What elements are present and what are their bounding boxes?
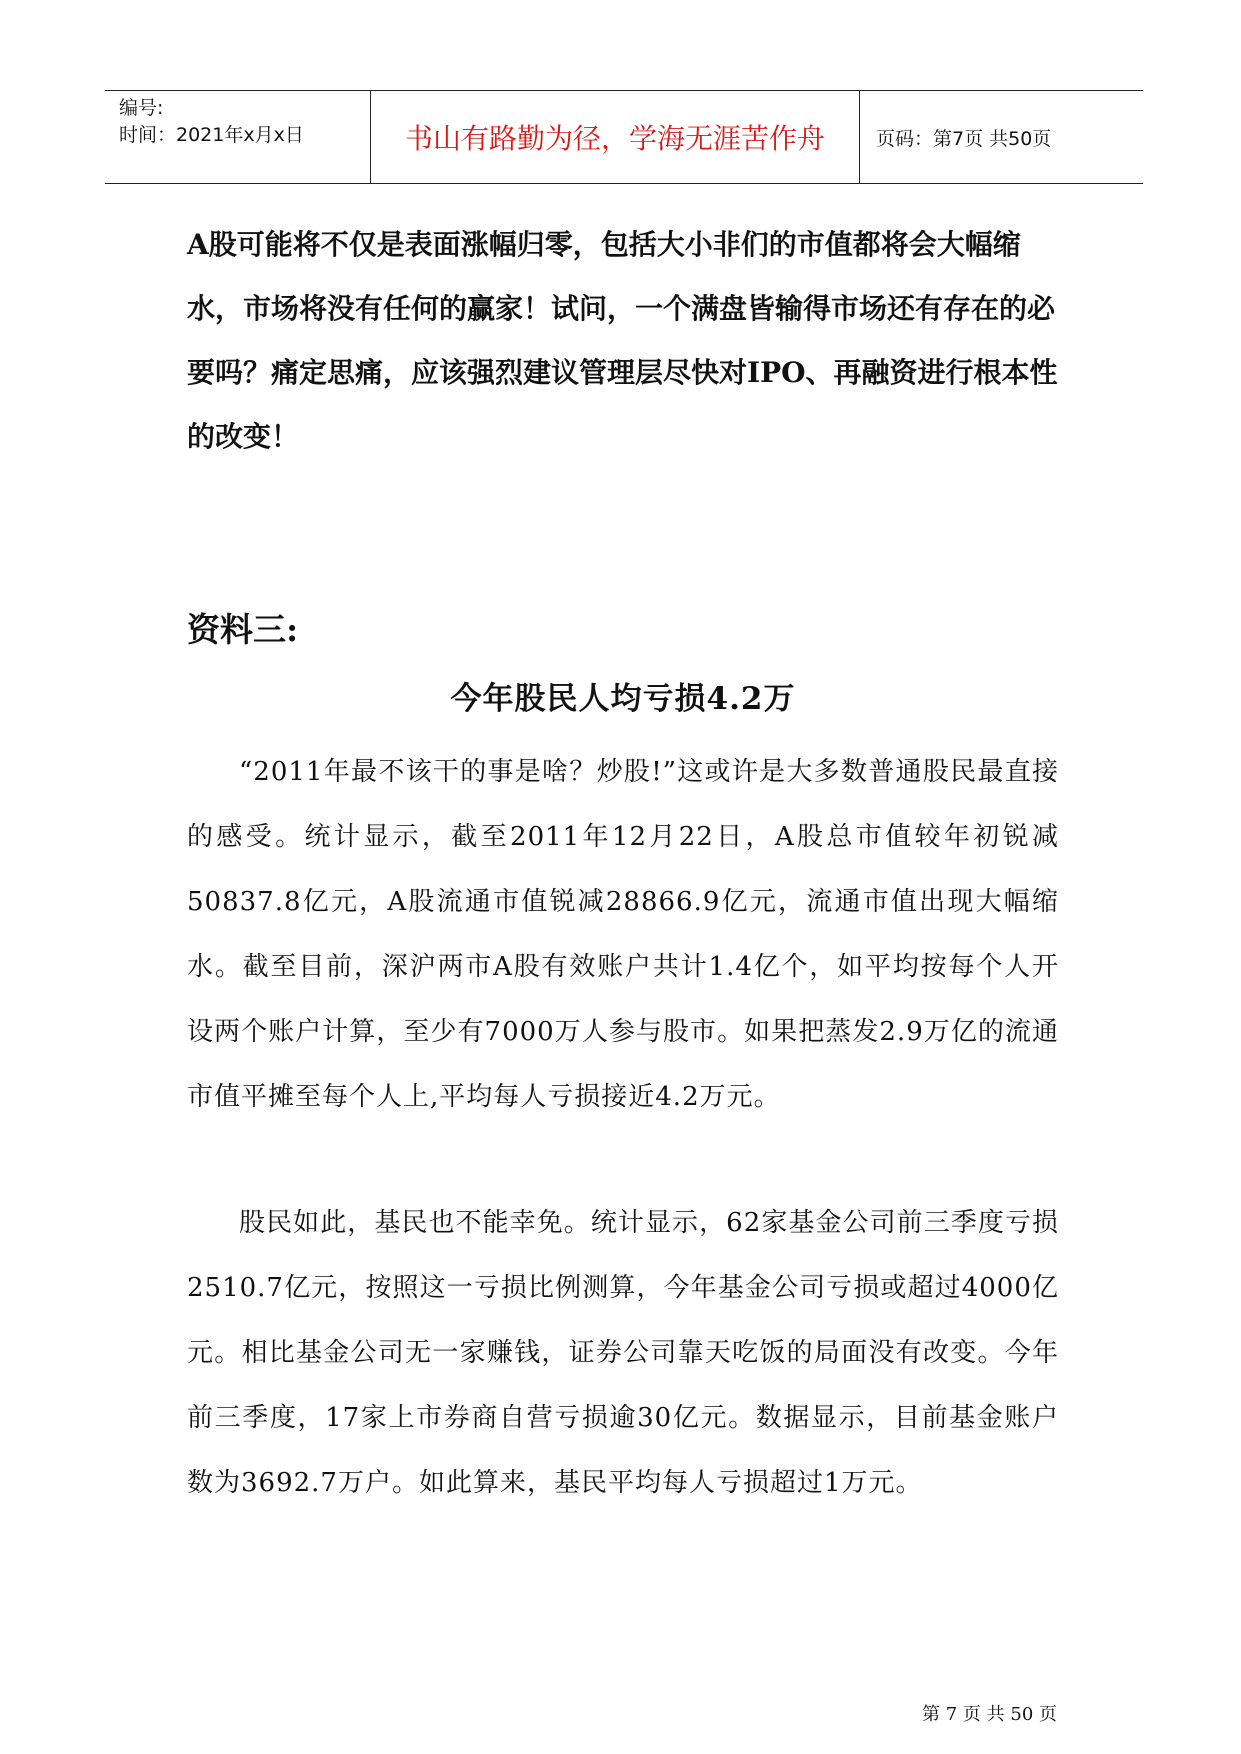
header-motto: 书山有路勤为径，学海无涯苦作舟 [370, 91, 860, 183]
body-paragraph-1: “2011年最不该干的事是啥？炒股!”这或许是大多数普通股民最直接的感受。统计显示，截至2011年12月22日，A股总市值较年初锐减50837.8亿元，A股流通市值锐减28866.9亿元，流通市值出现大幅缩水。截至目前，深沪两市A股有效账户共计1.4亿个，如平均按每个人开设两个账户计算，至少有7000万人参与股市。如果把蒸发2.9万亿的流通市值平摊至每个人上,平均每人亏损接近4.2万元。 [187, 757, 1059, 1112]
page-footer: 第 7 页 共 50 页 [922, 1704, 1057, 1725]
section-heading: 资料三: [187, 610, 299, 649]
header-meta [105, 91, 370, 183]
number-label: 编号: [119, 97, 164, 119]
page-header [105, 90, 1143, 184]
body-paragraph-2: 股民如此，基民也不能幸免。统计显示，62家基金公司前三季度亏损2510.7亿元，按照这一亏损比例测算，今年基金公司亏损或超过4000亿元。相比基金公司无一家赚钱，证券公司靠天吃饭的局面没有改变。今年前三季度，17家上市券商自营亏损逾30亿元。数据显示，目前基金账户数为3692.7万户。如此算来，基民平均每人亏损超过1万元。 [187, 1208, 1059, 1498]
intro-bold-paragraph: A股可能将不仅是表面涨幅归零，包括大小非们的市值都将会大幅缩水，市场将没有任何的赢家！试问，一个满盘皆输得市场还有存在的必要吗？痛定思痛，应该强烈建议管理层尽快对IPO、再融资进行根本性的改变！ [187, 228, 1058, 453]
article-title: 今年股民人均亏损4.2万 [450, 681, 796, 717]
time-label: 时间：2021年x月x日 [119, 124, 304, 146]
header-page-info: 页码：第7页 共50页 [876, 127, 1052, 150]
